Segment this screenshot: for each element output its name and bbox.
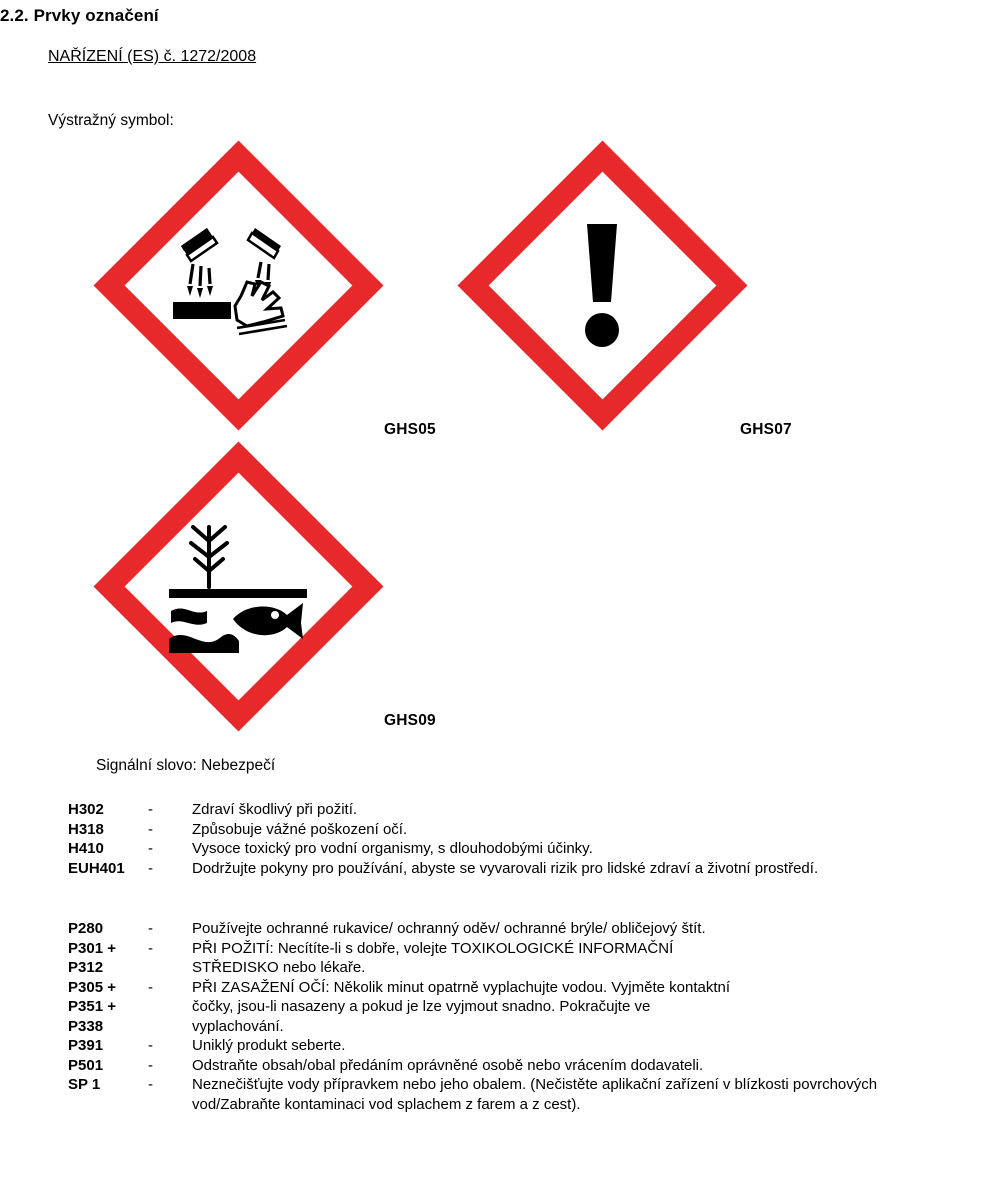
environment-icon bbox=[163, 511, 313, 661]
phrase-code: H410 bbox=[68, 840, 104, 857]
ghs05-caption: GHS05 bbox=[384, 421, 436, 438]
phrase-text: Dodržujte pokyny pro používání, abyste se vyvarovali rizik pro lidské zdraví a životní prostředí. bbox=[192, 859, 819, 877]
table-row bbox=[48, 939, 952, 959]
phrase-dash: - bbox=[148, 859, 153, 877]
table-row bbox=[48, 1075, 952, 1114]
phrase-text: čočky, jsou-li nasazeny a pokud je lze vyjmout snadno. Pokračujte ve bbox=[192, 998, 651, 1015]
table-row bbox=[48, 958, 952, 978]
hazard-statements-table bbox=[48, 800, 818, 878]
precautionary-statements-table bbox=[48, 919, 952, 1114]
table-row bbox=[48, 859, 818, 879]
phrase-dash: - bbox=[148, 1076, 153, 1093]
table-row bbox=[48, 1056, 952, 1076]
phrase-text: Odstraňte obsah/obal předáním oprávněné osobě nebo vrácením dodavateli. bbox=[192, 1056, 704, 1074]
phrase-dash: - bbox=[148, 1037, 153, 1054]
phrase-code: SP 1 bbox=[68, 1076, 101, 1093]
phrase-code: P501 bbox=[68, 1056, 104, 1074]
phrase-text: Uniklý produkt seberte. bbox=[192, 1037, 346, 1054]
table-row bbox=[48, 919, 952, 939]
regulation-reference: NAŘÍZENÍ (ES) č. 1272/2008 bbox=[48, 48, 257, 65]
phrase-code: P305 + bbox=[68, 978, 116, 996]
phrase-text: Neznečišťujte vody přípravkem nebo jeho obalem. (Nečistěte aplikační zařízení v blízkosti povrchových vod/Zabraňte kontaminaci vod splachem z farem a z cest). bbox=[192, 1076, 878, 1113]
table-row bbox=[48, 800, 818, 820]
phrase-code: H302 bbox=[68, 801, 104, 818]
phrase-text: PŘI ZASAŽENÍ OČÍ: Několik minut opatrně vyplachujte vodou. Vyjměte kontaktní bbox=[192, 978, 731, 996]
phrase-dash: - bbox=[148, 801, 153, 818]
phrase-text: Zdraví škodlivý při požití. bbox=[192, 801, 358, 818]
exclamation-mark-icon bbox=[527, 210, 677, 360]
phrase-text: Vysoce toxický pro vodní organismy, s dlouhodobými účinky. bbox=[192, 840, 593, 857]
corrosion-icon bbox=[163, 210, 313, 360]
table-row bbox=[48, 997, 952, 1017]
phrase-code: H318 bbox=[68, 820, 104, 838]
phrase-code: P391 bbox=[68, 1037, 104, 1054]
phrase-code: P301 + bbox=[68, 939, 116, 957]
ghs09-caption: GHS09 bbox=[384, 712, 436, 729]
table-row bbox=[48, 978, 952, 998]
phrase-text: vyplachování. bbox=[192, 1017, 284, 1035]
phrase-text: Způsobuje vážné poškození očí. bbox=[192, 820, 408, 838]
phrase-text: STŘEDISKO nebo lékaře. bbox=[192, 959, 366, 976]
page-title: 2.2. Prvky označení bbox=[0, 6, 159, 25]
phrase-text: PŘI POŽITÍ: Necítíte-li s dobře, volejte TOXIKOLOGICKÉ INFORMAČNÍ bbox=[192, 939, 674, 957]
table-row bbox=[48, 820, 818, 840]
phrase-dash: - bbox=[148, 1056, 153, 1074]
table-row bbox=[48, 839, 818, 859]
phrase-code: P280 bbox=[68, 920, 104, 937]
phrase-code: P338 bbox=[68, 1017, 104, 1035]
phrase-dash: - bbox=[148, 920, 153, 937]
phrase-dash: - bbox=[148, 939, 153, 957]
phrase-dash: - bbox=[148, 840, 153, 857]
table-row bbox=[48, 1017, 952, 1037]
table-row bbox=[48, 1036, 952, 1056]
phrase-code: EUH401 bbox=[68, 859, 125, 877]
signal-word: Signální slovo: Nebezpečí bbox=[96, 757, 276, 774]
phrase-code: P312 bbox=[68, 959, 104, 976]
ghs07-caption: GHS07 bbox=[740, 421, 792, 438]
phrase-text: Používejte ochranné rukavice/ ochranný oděv/ ochranné brýle/ obličejový štít. bbox=[192, 920, 706, 937]
ghs09-pictogram bbox=[93, 441, 383, 731]
ghs07-pictogram bbox=[457, 140, 747, 430]
phrase-dash: - bbox=[148, 978, 153, 996]
hazard-symbol-label: Výstražný symbol: bbox=[48, 112, 174, 129]
ghs05-pictogram bbox=[93, 140, 383, 430]
phrase-dash: - bbox=[148, 820, 153, 838]
phrase-code: P351 + bbox=[68, 998, 116, 1015]
